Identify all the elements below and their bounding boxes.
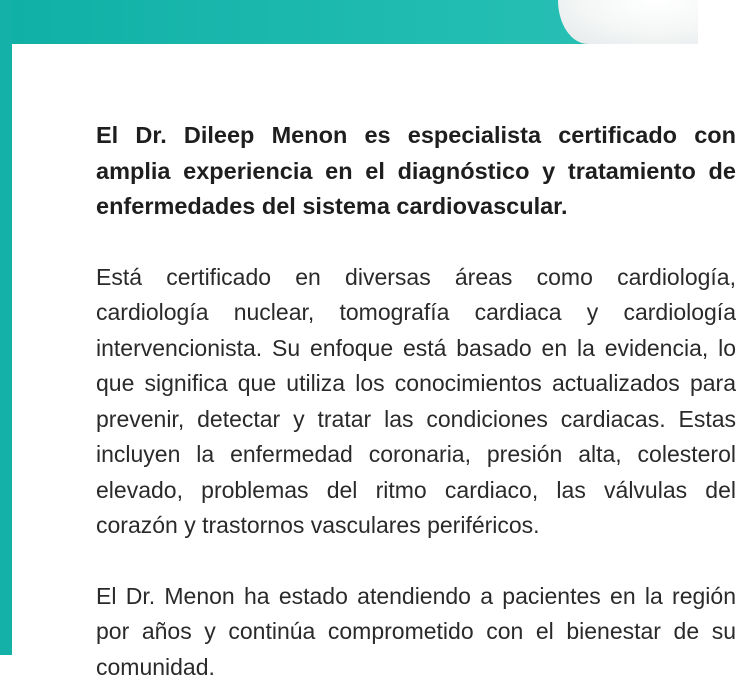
accent-side-bar [0,0,12,655]
bio-paragraph-patients: El Dr. Menon ha estado atendiendo a pacientes en la región por años y continúa comprometido con el bienestar de su comunidad. [96,579,736,685]
doctor-bio [96,118,736,685]
bio-intro: El Dr. Dileep Menon es especialista certificado con amplia experiencia en el diagnóstico y tratamiento de enfermedades del sistema cardiovascular. [96,118,736,225]
header-banner [0,0,680,44]
bio-paragraph-certifications: Está certificado en diversas áreas como cardiología, cardiología nuclear, tomografía cardiaca y cardiología intervencionista. Su enfoque está basado en la evidencia, lo que significa que utiliza los conocimientos actualizados para prevenir, detectar y tratar las condiciones cardiacas. Estas incluyen la enfermedad coronaria, presión alta, colesterol elevado, problemas del ritmo cardiaco, las válvulas del corazón y trastornos vasculares periféricos. [96,260,736,544]
doctor-photo-edge [558,0,698,44]
